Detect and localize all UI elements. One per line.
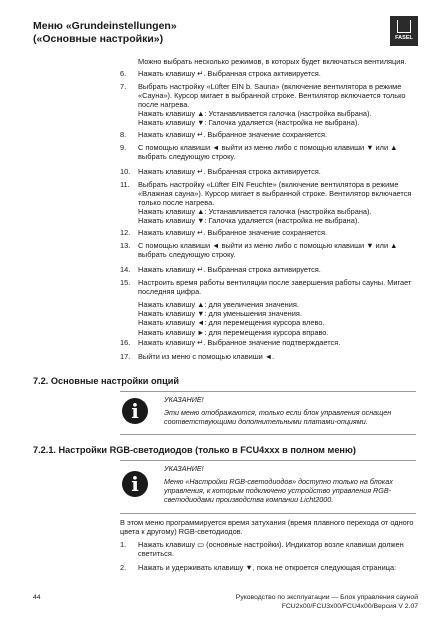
header-title-line1: Меню «Grundeinstellungen»	[33, 20, 177, 32]
step-text: Нажать клавишу ↵. Выбранное значение сохраняется.	[138, 130, 328, 139]
note-heading: УКАЗАНИЕ!	[164, 395, 204, 404]
section-body-text: В этом меню программируется время затухания (время плавного перехода от одного цвета к другому) RGB-светодиодов.	[120, 518, 414, 537]
step-text: Нажать и удерживать клавишу ▼, пока не откроется следующая страница:	[138, 563, 397, 572]
step-number: 12.	[120, 228, 131, 237]
section-heading-7-2-1: 7.2.1. Настройки RGB-светодиодов (только в FCU4xxx в полном меню)	[33, 445, 356, 455]
step-text: Выбрать настройку «Lüfter EIN b. Sauna» (включение вентилятора в режиме «Сауна»). Курсор мигает в выбранной строке. Вентилятор включается только после нагрева.	[138, 82, 406, 110]
step-text: Нажать клавишу ↵. Выбранная строка активируется.	[138, 167, 321, 176]
step-text: С помощью клавиши ◄ выйти из меню либо с помощью клавиши ▼ или ▲ выбрать следующую строку.	[138, 241, 398, 260]
step-text: Выбрать настройку «Lüfter EIN Feuchte» (включение вентилятора в режиме «Влажная сауна»). Курсор мигает в выбранной строке. Вентилятор включается только после нагрева.	[138, 180, 412, 208]
step-text: Нажать клавишу ▭ (основные настройки). Индикатор возле клавиши должен светиться.	[138, 540, 404, 559]
info-icon: i	[122, 471, 148, 497]
document-footer	[198, 594, 418, 611]
page-header-title	[33, 20, 177, 46]
step-number: 13.	[120, 241, 131, 250]
step-number: 8.	[120, 130, 127, 139]
note-text: Меню «Настройки RGB-светодиодов» доступно только на блоках управления, к которым подключено устройство управления RGB-светодиодами производства компании Licht2000.	[164, 477, 393, 504]
fasel-logo-icon	[390, 16, 418, 46]
header-title-line2: («Основные настройки»)	[33, 33, 164, 45]
step-number: 14.	[120, 265, 131, 274]
step-number: 7.	[120, 82, 127, 91]
logo-mark	[397, 20, 411, 33]
note-text: Эти меню отображаются, только если блок управления оснащен соответствующими дополнительными платами-опциями.	[164, 408, 392, 426]
step-number: 6.	[120, 69, 127, 78]
note-heading: УКАЗАНИЕ!	[164, 464, 204, 473]
step-text: С помощью клавиши ◄ выйти из меню либо с помощью клавиши ▼ или ▲ выбрать следующую строку.	[138, 143, 398, 162]
step-number: 16.	[120, 338, 131, 347]
step-number: 10.	[120, 167, 131, 176]
step-substep-text: Нажать клавишу ▲: Устанавливается галочка (настройка выбрана). Нажать клавишу ▼: Галочка удаляется (настройка не выбрана).	[138, 207, 372, 226]
step-substep-text: Нажать клавишу ▲: Устанавливается галочка (настройка выбрана). Нажать клавишу ▼: Галочка удаляется (настройка не выбрана).	[138, 109, 372, 128]
footer-line1: Руководство по эксплуатации — Блок управления сауной	[235, 594, 418, 601]
step-number: 15.	[120, 278, 131, 287]
step-text: Выйти из меню с помощью клавиши ◄.	[138, 352, 275, 361]
info-icon: i	[122, 398, 148, 424]
step-text: Нажать клавишу ↵. Выбранное значение сохраняется.	[138, 228, 328, 237]
intro-text: Можно выбрать несколько режимов, в которых будет включаться вентиляция.	[138, 57, 407, 66]
step-text: Нажать клавишу ↵. Выбранное значение подтверждается.	[138, 338, 341, 347]
page-number: 44	[33, 594, 41, 601]
step-number: 17.	[120, 352, 131, 361]
step-number: 9.	[120, 143, 127, 152]
step-number: 11.	[120, 180, 130, 189]
logo-text: FASEL	[395, 35, 413, 41]
step-text: Нажать клавишу ↵. Выбранная строка активируется.	[138, 69, 321, 78]
step-text: Нажать клавишу ↵. Выбранная строка активируется.	[138, 265, 321, 274]
footer-line2: FCU2x00/FCU3x00/FCU4x00/Версия V 2.07	[281, 602, 418, 610]
step-substep-text: Нажать клавишу ▲: для увеличения значения. Нажать клавишу ▼: для уменьшения значения. Нажать клавишу ◄: для перемещения курсора влево. Нажать клавишу ►: для перемещения курсора вправо.	[138, 300, 329, 337]
section-heading-7-2: 7.2. Основные настройки опций	[33, 376, 180, 386]
step-text: Настроить время работы вентиляции после завершения работы сауны. Мигает последняя цифра.	[138, 278, 412, 297]
step-number: 1.	[120, 540, 127, 549]
step-number: 2.	[120, 563, 127, 572]
